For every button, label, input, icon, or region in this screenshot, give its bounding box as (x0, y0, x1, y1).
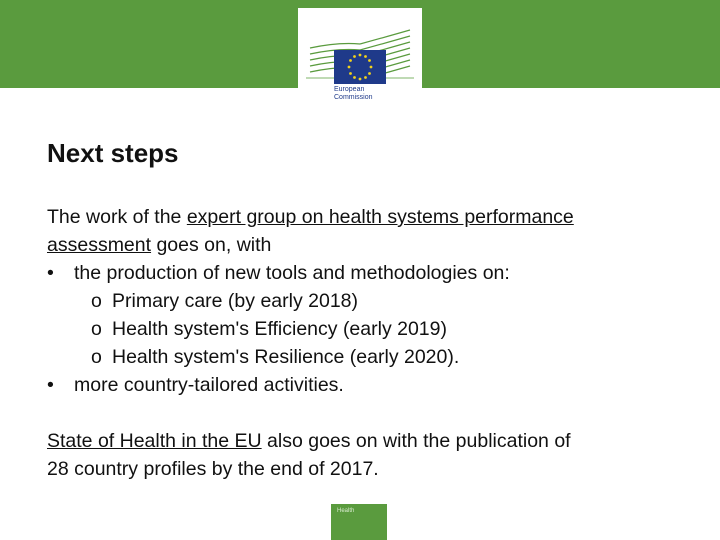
footer-tab (331, 504, 387, 540)
intro-line-2 (47, 231, 687, 259)
expert-group-link[interactable]: expert group on health systems performance (186, 206, 574, 228)
assessment-link[interactable]: assessment (47, 234, 152, 256)
intro-line-1 (47, 203, 687, 231)
bullet-icon: • (47, 374, 54, 396)
sub-bullet-icon: o (91, 318, 102, 340)
intro-suffix: goes on, with (151, 234, 272, 256)
slide-body (47, 203, 687, 483)
bullet-item (47, 259, 687, 287)
footer-tab-label: Health (337, 508, 355, 514)
sub-item (47, 315, 687, 343)
intro-prefix: The work of the (47, 206, 187, 228)
sub-item-text: Health system's Resilience (early 2020). (112, 346, 460, 368)
sub-item-text: Primary care (by early 2018) (112, 290, 358, 312)
european-commission-logo (298, 8, 422, 108)
sub-bullet-icon: o (91, 290, 102, 312)
sub-item-text: Health system's Efficiency (early 2019) (112, 318, 447, 340)
bullet-text: more country-tailored activities. (74, 374, 344, 396)
logo-wordmark (334, 86, 373, 102)
sub-item (47, 343, 687, 371)
sub-bullet-icon: o (91, 346, 102, 368)
logo-text-commission: Commission (334, 94, 373, 101)
sub-item (47, 287, 687, 315)
slide-title: Next steps (47, 138, 179, 168)
closing-line-2: 28 country profiles by the end of 2017. (47, 458, 379, 480)
bullet-text: the production of new tools and methodologies on: (74, 262, 510, 284)
paragraph-gap (47, 399, 687, 427)
bullet-icon: • (47, 262, 54, 284)
closing-line-1 (47, 427, 687, 455)
closing-suffix: also goes on with the publication of (261, 430, 571, 452)
state-of-health-link[interactable]: State of Health in the EU (47, 430, 262, 452)
bullet-item (47, 371, 687, 399)
logo-text-european: European (334, 86, 365, 93)
